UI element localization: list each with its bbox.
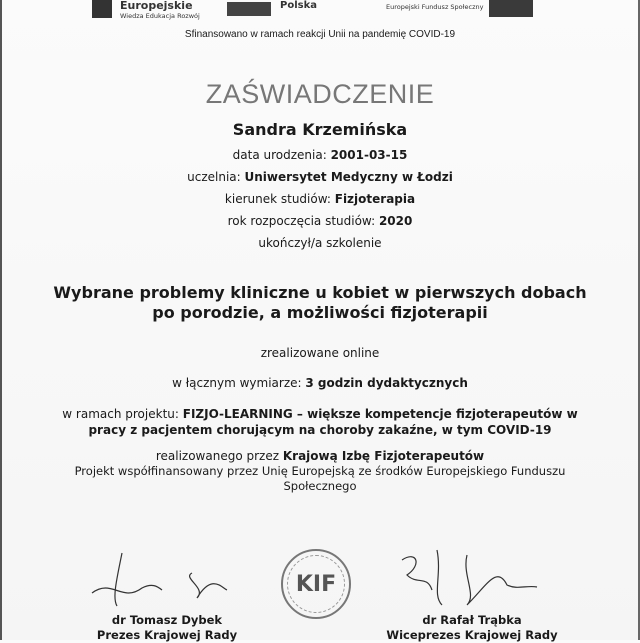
funding-note: Sfinansowano w ramach reakcji Unii na pandemię COVID-19: [184, 29, 456, 40]
signature-left: [82, 548, 232, 608]
kif-stamp: [281, 549, 351, 619]
field-birth-date: data urodzenia: 2001-03-15: [232, 148, 408, 162]
kif-stamp-text: KIF: [287, 555, 345, 613]
ue-logo-subtitle: Europejski Fundusz Społeczny: [386, 3, 484, 11]
fe-logo-icon: [92, 0, 112, 18]
eu-flag-icon: [489, 0, 533, 17]
recipient-name: Sandra Krzemińska: [232, 120, 408, 139]
rp-logo-title: Polska: [280, 0, 317, 11]
signatory-left: dr Tomasz Dybek Prezes Krajowej Rady: [96, 613, 238, 642]
completed-text: ukończył/a szkolenie: [258, 236, 382, 250]
fe-logo-subtitle: Wiedza Edukacja Rozwój: [120, 12, 200, 20]
field-university: uczelnia: Uniwersytet Medyczny w Łodzi: [187, 170, 453, 184]
realized-by: realizowanego przez Krajową Izbę Fizjoterapeutów: [155, 449, 485, 463]
cofinanced-note: Projekt współfinansowany przez Unię Europejską ze środków Europejskiego Funduszu Społecznego: [74, 464, 566, 493]
field-start-year: rok rozpoczęcia studiów: 2020: [227, 214, 413, 228]
field-major: kierunek studiów: Fizjoterapia: [224, 192, 416, 206]
signature-right: [397, 545, 547, 610]
course-title: Wybrane problemy kliniczne u kobiet w pierwszych dobach po porodzie, a możliwości fizjoterapii: [53, 283, 587, 322]
flag-icon: [227, 2, 271, 16]
course-mode: zrealizowane online: [260, 346, 380, 360]
project-info: w ramach projektu: FIZJO-LEARNING – większe kompetencje fizjoterapeutów w pracy z pacjentem chorującym na choroby zakaźne, w tym COVID-19: [62, 407, 578, 437]
fe-logo-title: Europejskie: [120, 0, 193, 12]
signatory-right: dr Rafał Trąbka Wiceprezes Krajowej Rady: [386, 613, 558, 642]
course-hours: w łącznym wymiarze: 3 godzin dydaktycznych: [172, 376, 468, 390]
certificate-title: ZAŚWIADCZENIE: [205, 79, 435, 109]
